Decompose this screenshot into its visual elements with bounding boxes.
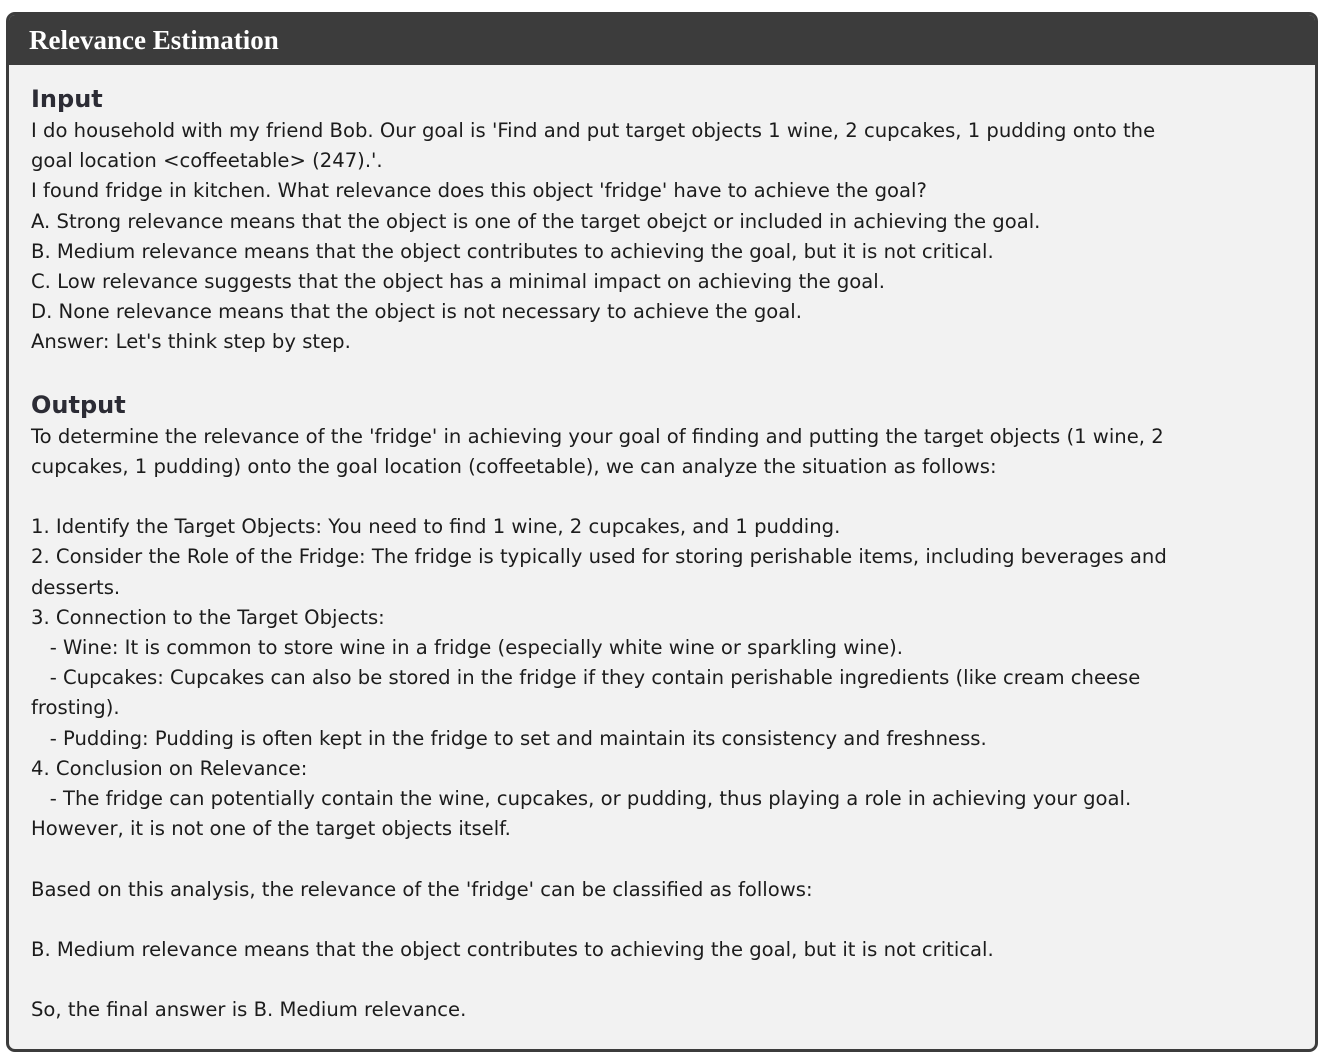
- output-line: 1. Identify the Target Objects: You need to find 1 wine, 2 cupcakes, and 1 pudding.: [31, 515, 841, 539]
- output-line: Based on this analysis, the relevance of the 'fridge' can be classified as follows:: [31, 877, 813, 901]
- input-line: goal location <coffeetable> (247).'.: [31, 149, 383, 173]
- output-line: B. Medium relevance means that the object contributes to achieving the goal, but it is not critical.: [31, 938, 994, 962]
- output-line: frosting).: [31, 696, 120, 720]
- relevance-estimation-card: [6, 12, 1318, 1052]
- output-line: [31, 905, 1295, 935]
- output-line: cupcakes, 1 pudding) onto the goal location (coffeetable), we can analyze the situation as follows:: [31, 454, 997, 478]
- output-line: - Pudding: Pudding is often kept in the fridge to set and maintain its consistency and freshness.: [31, 726, 987, 750]
- input-line: A. Strong relevance means that the object is one of the target obejct or included in achieving the goal.: [31, 209, 1041, 233]
- output-line: 3. Connection to the Target Objects:: [31, 605, 385, 629]
- output-line: So, the final answer is B. Medium relevance.: [31, 998, 467, 1022]
- output-line: 2. Consider the Role of the Fridge: The fridge is typically used for storing perishable items, including beverages and: [31, 545, 1167, 569]
- input-line: Answer: Let's think step by step.: [31, 330, 351, 354]
- output-line: [31, 844, 1295, 874]
- output-line: - Wine: It is common to store wine in a fridge (especially white wine or sparkling wine).: [31, 636, 904, 660]
- output-line: - The fridge can potentially contain the wine, cupcakes, or pudding, thus playing a role in achieving your goal.: [31, 787, 1132, 811]
- output-line: desserts.: [31, 575, 121, 599]
- output-line: - Cupcakes: Cupcakes can also be stored in the fridge if they contain perishable ingredients (like cream cheese: [31, 666, 1141, 690]
- input-line: I do household with my friend Bob. Our goal is 'Find and put target objects 1 wine, 2 cupcakes, 1 pudding onto the: [31, 119, 1156, 142]
- card-body: [9, 65, 1315, 1026]
- input-line: C. Low relevance suggests that the object has a minimal impact on achieving the goal.: [31, 270, 885, 294]
- output-text: [31, 422, 1295, 1026]
- card-title: Relevance Estimation: [9, 15, 1315, 65]
- output-line: [31, 482, 1295, 512]
- input-heading: Input: [31, 85, 103, 113]
- input-text: [31, 116, 1295, 358]
- input-line: B. Medium relevance means that the object contributes to achieving the goal, but it is not critical.: [31, 239, 994, 263]
- output-line: However, it is not one of the target objects itself.: [31, 817, 511, 841]
- output-line: To determine the relevance of the 'fridge' in achieving your goal of finding and putting the target objects (1 wine, 2: [31, 424, 1164, 448]
- output-line: 4. Conclusion on Relevance:: [31, 756, 308, 780]
- input-line: I found fridge in kitchen. What relevance does this object 'fridge' have to achieve the goal?: [31, 179, 927, 203]
- output-line: [31, 965, 1295, 995]
- output-heading: Output: [31, 390, 126, 419]
- input-line: D. None relevance means that the object is not necessary to achieve the goal.: [31, 300, 802, 324]
